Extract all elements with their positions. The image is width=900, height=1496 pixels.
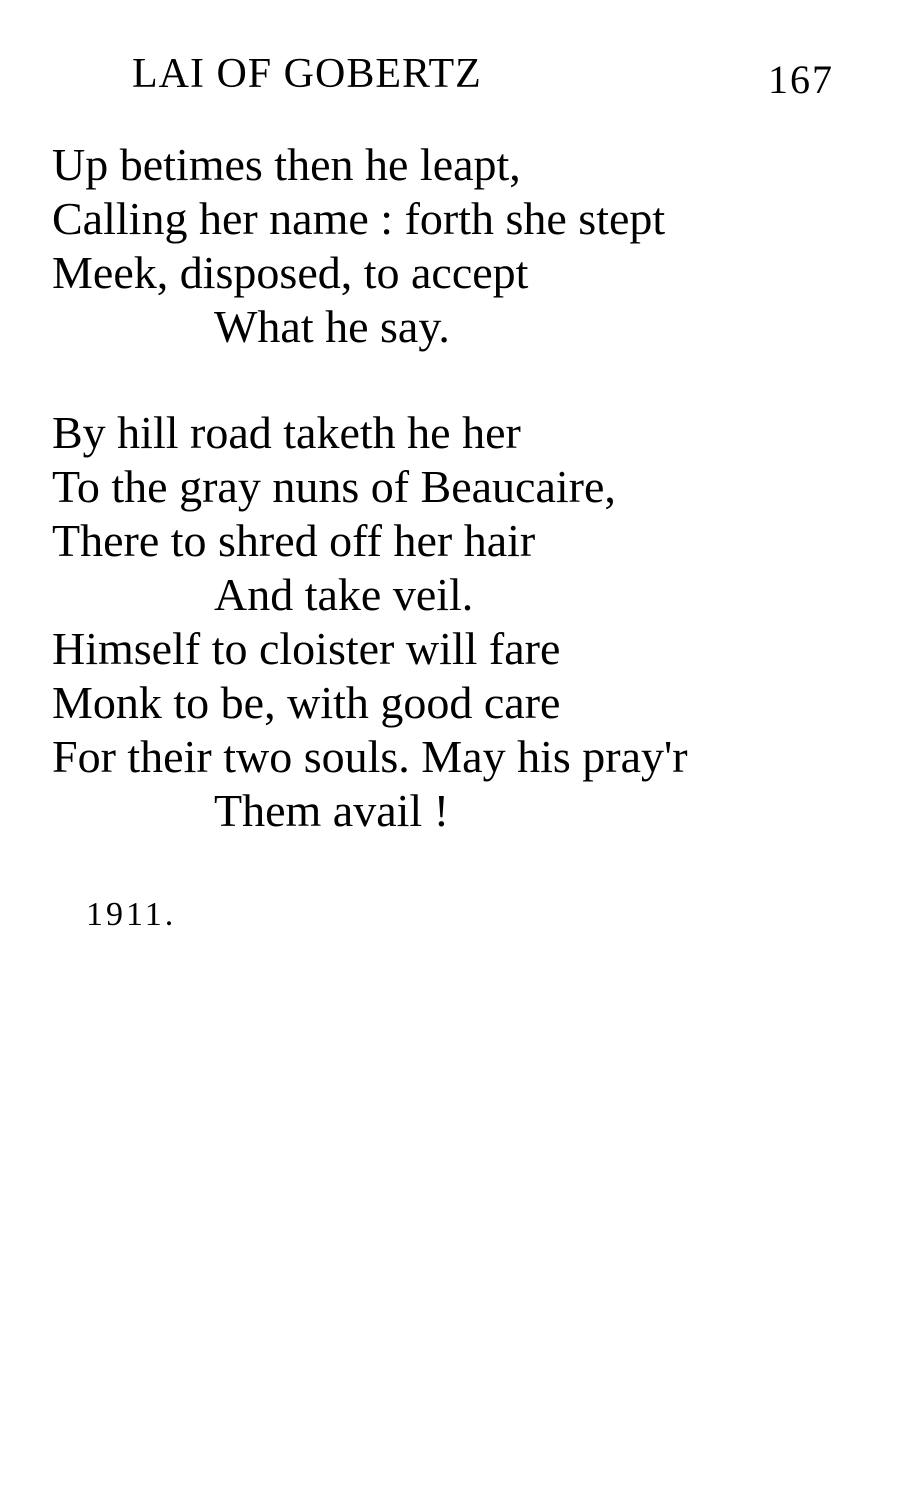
poem-line: Calling her name : forth she stept xyxy=(52,193,666,244)
poem-line: Monk to be, with good care xyxy=(52,677,561,728)
poem-line: There to shred off her hair xyxy=(52,515,536,566)
poem-line: Meek, disposed, to accept xyxy=(52,247,529,298)
page-number: 167 xyxy=(768,57,834,102)
poem-line-indented: Them avail ! xyxy=(214,785,450,836)
poem-date: 1911. xyxy=(86,896,177,933)
poem-line-indented: What he say. xyxy=(214,301,450,352)
poem-line: Himself to cloister will fare xyxy=(52,623,561,674)
poem-line: By hill road taketh he her xyxy=(52,407,521,458)
poem-line: For their two souls. May his pray'r xyxy=(52,731,688,782)
poem-line: To the gray nuns of Beaucaire, xyxy=(52,461,616,512)
running-head-title: LAI OF GOBERTZ xyxy=(132,51,482,97)
poem-line: Up betimes then he leapt, xyxy=(52,139,521,190)
poem-line-indented: And take veil. xyxy=(214,569,474,620)
